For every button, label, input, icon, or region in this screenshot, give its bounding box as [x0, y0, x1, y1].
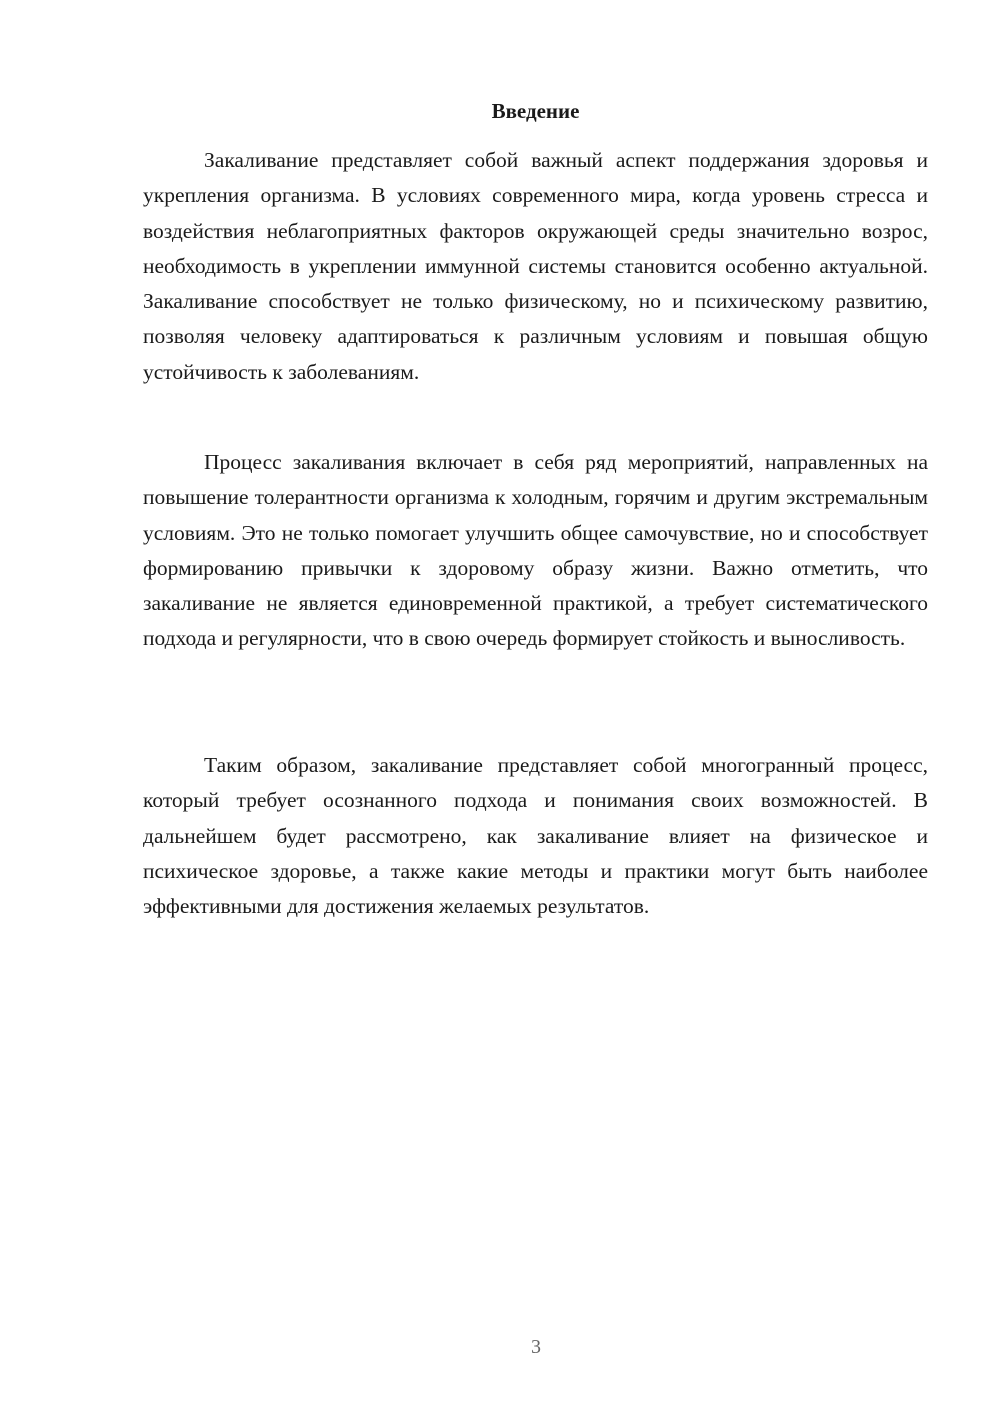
page-number: 3 [531, 1336, 541, 1358]
paragraph-2: Процесс закаливания включает в себя ряд мероприятий, направленных на повышение толерантности организма к холодным, горячим и другим экстремальным условиям. Это не только помогает улучшить общее самочувствие, но и способствует формированию привычки к здоровому образу жизни. Важно отметить, что закаливание не является единовременной практикой, а требует систематического подхода и регулярности, что в свою очередь формирует стойкость и выносливость. [143, 450, 928, 651]
section-title: Введение [491, 99, 580, 123]
paragraph-3: Таким образом, закаливание представляет собой многогранный процесс, который требует осознанного подхода и понимания своих возможностей. В дальнейшем будет рассмотрено, как закаливание влияет на физическое и психическое здоровье, а также какие методы и практики могут быть наиболее эффективными для достижения желаемых результатов. [143, 753, 928, 919]
paragraph-1: Закаливание представляет собой важный аспект поддержания здоровья и укрепления организма. В условиях современного мира, когда уровень стресса и воздействия неблагоприятных факторов окружающей среды значительно возрос, необходимость в укреплении иммунной системы становится особенно актуальной. Закаливание способствует не только физическому, но и психическому развитию, позволяя человеку адаптироваться к различным условиям и повышая общую устойчивость к заболеваниям. [143, 148, 928, 384]
